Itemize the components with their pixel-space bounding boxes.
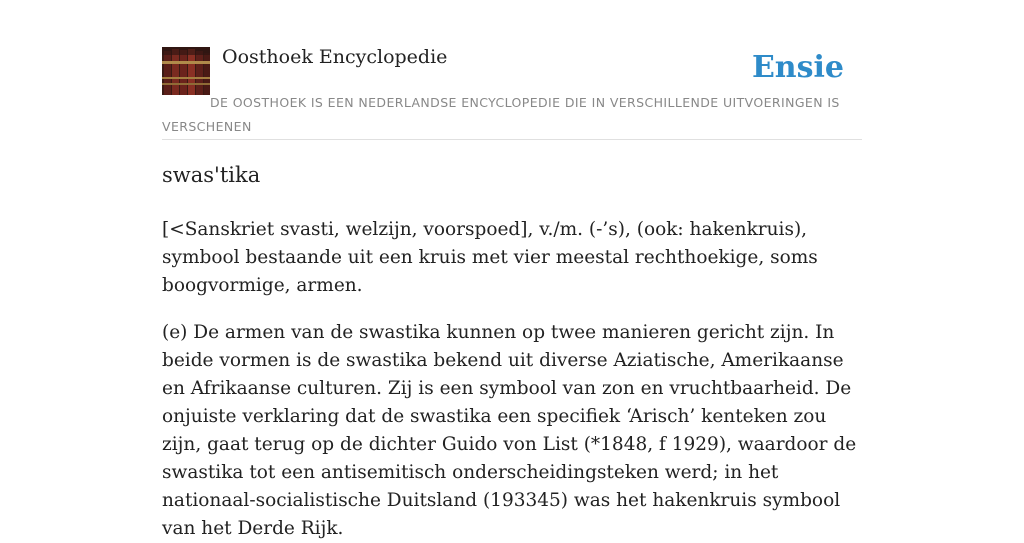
entry-term: swas'tika <box>162 163 261 187</box>
encyclopedia-avatar[interactable] <box>162 47 210 95</box>
page-content <box>162 0 862 539</box>
entry-definition: [<Sanskriet svasti, welzijn, voorspoed], v./m. (-’s), (ook: hakenkruis), symbool bestaande uit een kruis met vier meestal rechthoekige, soms boogvormige, armen. <box>162 219 818 296</box>
site-name-link[interactable]: Oosthoek Encyclopedie <box>222 46 448 68</box>
site-header <box>162 0 862 140</box>
book-spines-image <box>162 47 210 95</box>
entry-explanation: (e) De armen van de swastika kunnen op twee manieren gericht zijn. In beide vormen is de swastika bekend uit diverse Aziatische, Amerikaanse en Afrikaanse culturen. Zij is een symbool van zon en vruchtbaarheid. De onjuiste verklaring dat de swastika een specifiek ‘Arisch’ kenteken zou zijn, gaat terug op de dichter Guido von List (*1848, f 1929), waardoor de swastika tot een antisemitisch onderscheidingsteken werd; in het nationaal-socialistische Duitsland (193345) was het hakenkruis symbool van het Derde Rijk. <box>162 322 857 539</box>
site-tagline: DE OOSTHOEK IS EEN NEDERLANDSE ENCYCLOPEDIE DIE IN VERSCHILLENDE UITVOERINGEN IS VERSCHENEN <box>162 95 840 134</box>
ensie-logo[interactable]: Ensie <box>751 50 844 85</box>
